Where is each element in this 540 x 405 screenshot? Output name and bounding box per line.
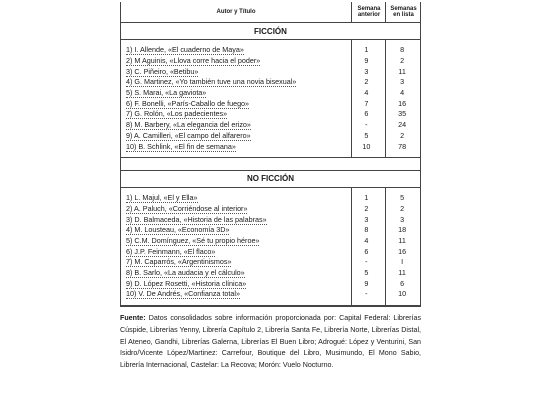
prev-week-rank: 5: [364, 130, 369, 140]
prev-week-rank: 7: [364, 98, 369, 108]
book-title: 5) S. Marai, «La gaviota»: [126, 88, 207, 98]
source-note: [120, 313, 421, 372]
source-label: Fuente:: [120, 314, 146, 322]
book-title: 2) A. Paluch, «Corriéndose al interior»: [126, 203, 248, 213]
table-row: [121, 56, 420, 67]
book-title: 4) G. Martinez, «Yo también tuve una novia bisexual»: [126, 77, 297, 87]
prev-week-rank: 2: [364, 77, 369, 87]
prev-week-rank: 4: [364, 235, 369, 245]
weeks-on-list: 35: [398, 109, 407, 119]
nonfiction-heading: NO FICCIÓN: [121, 171, 420, 188]
table-row: [121, 109, 420, 120]
prev-week-rank: 2: [364, 203, 369, 213]
book-title: 3) D. Balmaceda, «Historia de las palabras»: [126, 214, 267, 224]
weeks-on-list: 11: [398, 235, 406, 245]
table-row: [121, 214, 420, 225]
weeks-column-header: Semanas en lista: [385, 2, 421, 22]
book-title: 10) B. Schlink, «El fin de semana»: [126, 141, 236, 151]
table-header: [121, 2, 420, 23]
table-row: [121, 193, 420, 204]
title-column-header: Autor y Título: [216, 9, 256, 15]
book-title: 9) D. López Rosetti, «Historia clínica»: [126, 278, 247, 288]
prev-week-rank: 9: [364, 56, 369, 66]
weeks-on-list: 2: [400, 130, 405, 140]
prev-week-rank: -: [365, 257, 368, 267]
book-title: 10) V. De Andrés, «Confianza total»: [126, 289, 241, 299]
weeks-on-list: I: [401, 257, 404, 267]
section-separator: [121, 158, 420, 171]
bestseller-table: [120, 2, 421, 307]
weeks-on-list: 16: [398, 246, 407, 256]
prev-week-rank: 8: [364, 225, 369, 235]
book-title: 9) A. Camilleri, «El campo del alfarero»: [126, 130, 251, 140]
weeks-on-list: 10: [398, 289, 407, 299]
book-title: 2) M Aguinis, «Llova corre hacia el poder»: [126, 56, 261, 66]
book-title: 4) M. Lousteau, «Economía 3D»: [126, 225, 230, 235]
book-title: 5) C.M. Domínguez, «Sé tu propio héroe»: [126, 235, 260, 245]
weeks-on-list: 18: [398, 225, 407, 235]
table-row: [121, 141, 420, 152]
weeks-on-list: 5: [400, 193, 405, 203]
prev-week-rank: 1: [364, 193, 369, 203]
book-title: 8) B. Sarlo, «La audacia y el cálculo»: [126, 268, 245, 278]
prev-week-rank: 9: [364, 278, 369, 288]
table-row: [121, 225, 420, 236]
table-row: [121, 257, 420, 268]
table-row: [121, 204, 420, 215]
prev-week-rank: 4: [364, 88, 369, 98]
weeks-on-list: 6: [400, 278, 405, 288]
table-row: [121, 45, 420, 56]
table-row: [121, 66, 420, 77]
prev-week-rank: 3: [364, 66, 369, 76]
table-row: [121, 289, 420, 300]
book-title: 6) F. Bonelli, «París-Caballo de fuego»: [126, 98, 250, 108]
fiction-heading: FICCIÓN: [121, 23, 420, 40]
table-row: [121, 236, 420, 247]
book-title: 1) L. Majul, «El y Ella»: [126, 193, 198, 203]
table-row: [121, 98, 420, 109]
fiction-list: [121, 40, 420, 158]
weeks-on-list: 2: [400, 203, 405, 213]
table-row: [121, 131, 420, 142]
book-title: 7) G. Rolón, «Los padecientes»: [126, 109, 228, 119]
weeks-on-list: 4: [400, 88, 405, 98]
prev-week-rank: 10: [362, 141, 371, 151]
book-title: 8) M. Barbery, «La elegancia del erizo»: [126, 120, 251, 130]
book-title: 3) C. Piñeiro, «Betibu»: [126, 66, 199, 76]
prev-week-rank: 6: [364, 109, 369, 119]
table-row: [121, 278, 420, 289]
book-title: 6) J.P. Feinmann, «El flaco»: [126, 246, 216, 256]
weeks-on-list: 16: [398, 98, 407, 108]
table-row: [121, 88, 420, 99]
book-title: 7) M. Caparrós, «Argentinismos»: [126, 257, 232, 267]
weeks-on-list: 78: [398, 141, 407, 151]
weeks-on-list: 11: [398, 268, 406, 278]
table-row: [121, 246, 420, 257]
weeks-on-list: 24: [398, 120, 407, 130]
nonfiction-list: [121, 188, 420, 306]
weeks-on-list: 3: [400, 214, 405, 224]
weeks-on-list: 2: [400, 56, 405, 66]
book-title: 1) I. Allende, «El cuaderno de Maya»: [126, 45, 244, 55]
weeks-on-list: 3: [400, 77, 405, 87]
weeks-on-list: 11: [398, 66, 406, 76]
prev-week-rank: -: [365, 120, 368, 130]
weeks-on-list: 8: [400, 45, 405, 55]
source-text: Datos consolidados sobre información proporcionada por: Capital Federal: Librerías Cúspide, Librerías Yenny, Librería Capítulo 2, Librería Santa Fe, Librería Norte, Librerías Distal, El Ateneo, Gandhi, Librerías Galerna, Librerías El Buen Libro; Adrogué: López y Venturini, San Isidro/Vicente López/Martinez: Carrefour, Boutique del Libro, Musimundo, El Mono Sabio, Librería Internacional, Castelar: La Recova; Morón: Vuelo Nocturno.: [120, 314, 421, 370]
prev-week-column-header: Semana anterior: [351, 2, 386, 22]
prev-week-rank: 6: [364, 246, 369, 256]
table-row: [121, 77, 420, 88]
prev-week-rank: 5: [364, 268, 369, 278]
prev-week-rank: 3: [364, 214, 369, 224]
prev-week-rank: 1: [364, 45, 369, 55]
table-row: [121, 120, 420, 131]
prev-week-rank: -: [365, 289, 368, 299]
table-row: [121, 268, 420, 279]
